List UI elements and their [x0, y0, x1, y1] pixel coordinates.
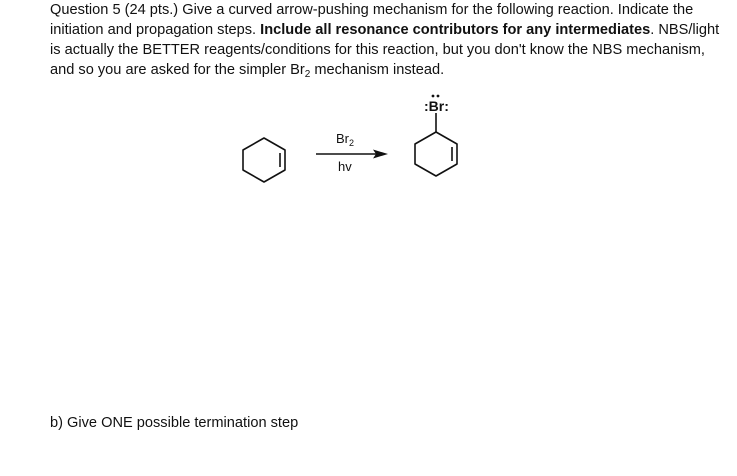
question-bold-instruction: Include all resonance contributors for any intermediates — [260, 22, 651, 38]
product-bromocyclohexene — [415, 113, 457, 176]
part-b-prompt: b) Give ONE possible termination step — [50, 415, 299, 431]
reagent-br2: $Br_2$ — [336, 131, 355, 148]
lone-pair-dots — [432, 95, 440, 98]
reaction-arrow — [316, 150, 388, 159]
question-text: Question 5 (24 pts.) Give a curved arrow-pushing mechanism for the following reaction. Indicate the initiation and propagation steps. Include all resonance contributors for any intermediates. NBS/light is actually the BETTER reagents/conditions for this reaction, but you don't know the NBS mechanism, and so you are asked for the simpler $Br_2$ mechanism instead. — [50, 2, 720, 80]
condition-hv: hv — [338, 159, 352, 174]
bromine-label: :Br: — [424, 98, 449, 114]
reactant-cyclohexene — [243, 138, 285, 182]
